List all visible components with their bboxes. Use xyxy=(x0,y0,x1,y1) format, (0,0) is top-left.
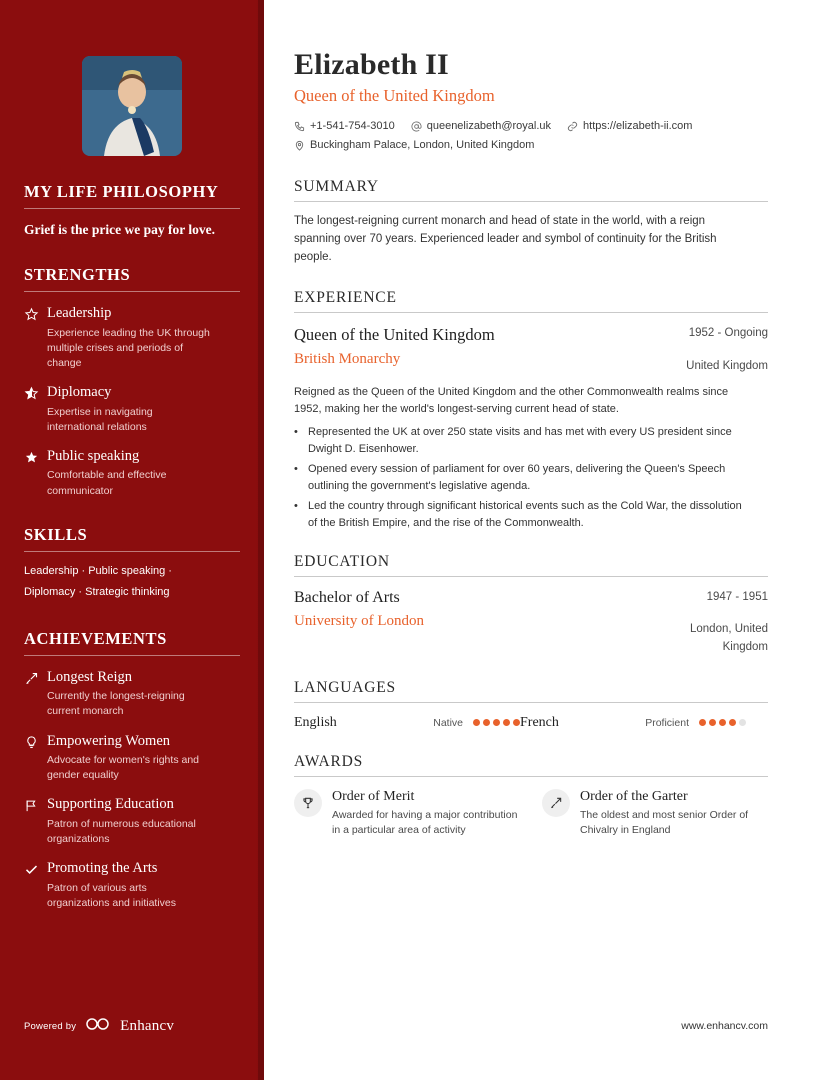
portrait-photo-icon xyxy=(82,56,182,156)
experience-heading: EXPERIENCE xyxy=(294,289,768,313)
award-title: Order of the Garter xyxy=(580,788,688,804)
location-text: Buckingham Palace, London, United Kingdom xyxy=(310,139,535,152)
language-rating xyxy=(473,719,520,726)
achievement-title: Supporting Education xyxy=(47,796,174,813)
education-heading: EDUCATION xyxy=(294,553,768,577)
experience-description: Reigned as the Queen of the United Kingdom and the other Commonwealth realms since 1952, making her the world's longest-serving current head of state. xyxy=(294,386,729,416)
education-location: London, United Kingdom xyxy=(689,623,768,654)
award-title: Order of Merit xyxy=(332,788,415,804)
lightbulb-icon xyxy=(24,733,39,755)
philosophy-text: Grief is the price we pay for love. xyxy=(24,222,215,237)
award-item xyxy=(294,789,520,838)
achievement-desc: Advocate for women's rights and gender equality xyxy=(47,753,199,782)
language-level: Native xyxy=(433,716,463,729)
achievement-item xyxy=(24,669,240,720)
map-pin-icon xyxy=(294,140,305,151)
languages-heading: LANGUAGES xyxy=(294,679,768,703)
award-item xyxy=(542,789,768,838)
star-half-icon xyxy=(24,384,39,406)
award-desc: The oldest and most senior Order of Chivalry in England xyxy=(580,808,749,837)
achievement-title: Promoting the Arts xyxy=(47,860,158,877)
bullet-text: Represented the UK at over 250 state visits and has met with every US president since Dwight D. Eisenhower. xyxy=(308,426,732,455)
link-icon xyxy=(567,121,578,132)
experience-dates: 1952 - Ongoing xyxy=(688,326,768,339)
bullet-dot-icon: • xyxy=(294,500,298,513)
achievement-desc: Currently the longest-reigning current monarch xyxy=(47,690,185,718)
experience-company: British Monarchy xyxy=(294,350,401,367)
brand-name: Enhancv xyxy=(120,1018,175,1034)
language-name: English xyxy=(294,714,337,730)
powered-by-label: Powered by xyxy=(24,1021,77,1032)
rocket-icon xyxy=(24,669,39,691)
achievements-heading: ACHIEVEMENTS xyxy=(24,629,240,656)
skills-heading: SKILLS xyxy=(24,525,240,552)
contact-website[interactable] xyxy=(567,117,692,136)
strength-title: Leadership xyxy=(47,305,112,322)
achievement-item xyxy=(24,860,240,911)
strength-desc: Experience leading the UK through multiple crises and periods of change xyxy=(47,326,210,370)
experience-bullets xyxy=(294,424,768,531)
bullet-text: Opened every session of parliament for over 60 years, delivering the Queen's Speech outlining the government's legislative agenda. xyxy=(308,463,726,492)
email-text: queenelizabeth@royal.uk xyxy=(426,120,552,132)
strength-title: Diplomacy xyxy=(47,384,112,401)
contact-phone[interactable] xyxy=(294,117,395,136)
powered-by xyxy=(24,999,240,1080)
language-rating xyxy=(699,719,746,726)
strength-title: Public speaking xyxy=(47,448,140,465)
experience-location: United Kingdom xyxy=(686,360,768,373)
rocket-icon xyxy=(542,789,570,817)
achievement-title: Empowering Women xyxy=(47,732,171,749)
awards-list xyxy=(294,789,768,838)
strength-item xyxy=(24,448,240,499)
experience-title: Queen of the United Kingdom xyxy=(294,324,495,344)
education-item xyxy=(294,589,768,656)
trophy-icon xyxy=(294,789,322,817)
strength-desc: Expertise in navigating international relations xyxy=(47,405,153,433)
main-content xyxy=(264,0,834,1080)
awards-heading: AWARDS xyxy=(294,753,768,777)
skills-line-2: Diplomacy · Strategic thinking xyxy=(24,585,170,598)
language-level: Proficient xyxy=(645,716,689,729)
bullet-dot-icon: • xyxy=(294,463,298,476)
achievement-desc: Patron of numerous educational organizations xyxy=(47,817,196,845)
footer-website: www.enhancv.com xyxy=(681,1020,768,1032)
page-title: Elizabeth II xyxy=(294,48,449,81)
strength-desc: Comfortable and effective communicator xyxy=(47,469,167,497)
bullet-item xyxy=(294,498,749,531)
award-desc: Awarded for having a major contribution in a particular area of activity xyxy=(332,808,518,837)
achievement-title: Longest Reign xyxy=(47,668,132,685)
infinity-logo-icon xyxy=(85,1017,111,1036)
job-role-subtitle: Queen of the United Kingdom xyxy=(294,86,495,105)
bullet-dot-icon: • xyxy=(294,426,298,439)
contact-email[interactable] xyxy=(411,117,551,136)
star-outline-icon xyxy=(24,305,39,327)
summary-text: The longest-reigning current monarch and head of state in the world, with a reign spanning over 70 years. Experienced leader and symbol of continuity for the British people. xyxy=(294,214,717,264)
check-icon xyxy=(24,860,39,882)
website-text: https://elizabeth-ii.com xyxy=(583,120,693,132)
achievement-item xyxy=(24,796,240,847)
sidebar-spacer xyxy=(24,911,240,999)
contact-info xyxy=(294,117,768,156)
bullet-item xyxy=(294,461,749,494)
experience-item xyxy=(294,325,768,532)
strengths-heading: STRENGTHS xyxy=(24,265,240,292)
strength-item xyxy=(24,384,240,435)
achievement-desc: Patron of various arts organizations and initiatives xyxy=(47,881,176,909)
education-school: University of London xyxy=(294,613,424,630)
at-icon xyxy=(411,121,422,132)
avatar xyxy=(82,56,182,156)
flag-icon xyxy=(24,796,39,818)
language-item xyxy=(294,715,520,731)
sidebar xyxy=(0,0,264,1080)
language-name: French xyxy=(520,714,559,730)
language-item xyxy=(520,715,746,731)
summary-heading: SUMMARY xyxy=(294,178,768,202)
languages-list xyxy=(294,715,768,731)
bullet-item xyxy=(294,424,749,457)
bullet-text: Led the country through significant historical events such as the Cold War, the dissolution of the British Empire, and the rise of the Commonwealth. xyxy=(308,500,742,529)
skills-line-1: Leadership · Public speaking · xyxy=(24,564,172,577)
contact-location xyxy=(294,136,534,155)
education-dates: 1947 - 1951 xyxy=(706,591,768,604)
philosophy-heading: MY LIFE PHILOSOPHY xyxy=(24,182,240,209)
strength-item xyxy=(24,305,240,371)
education-degree: Bachelor of Arts xyxy=(294,589,400,607)
phone-text: +1-541-754-3010 xyxy=(310,120,395,132)
star-filled-icon xyxy=(24,448,39,470)
achievement-item xyxy=(24,733,240,784)
phone-icon xyxy=(294,121,305,132)
